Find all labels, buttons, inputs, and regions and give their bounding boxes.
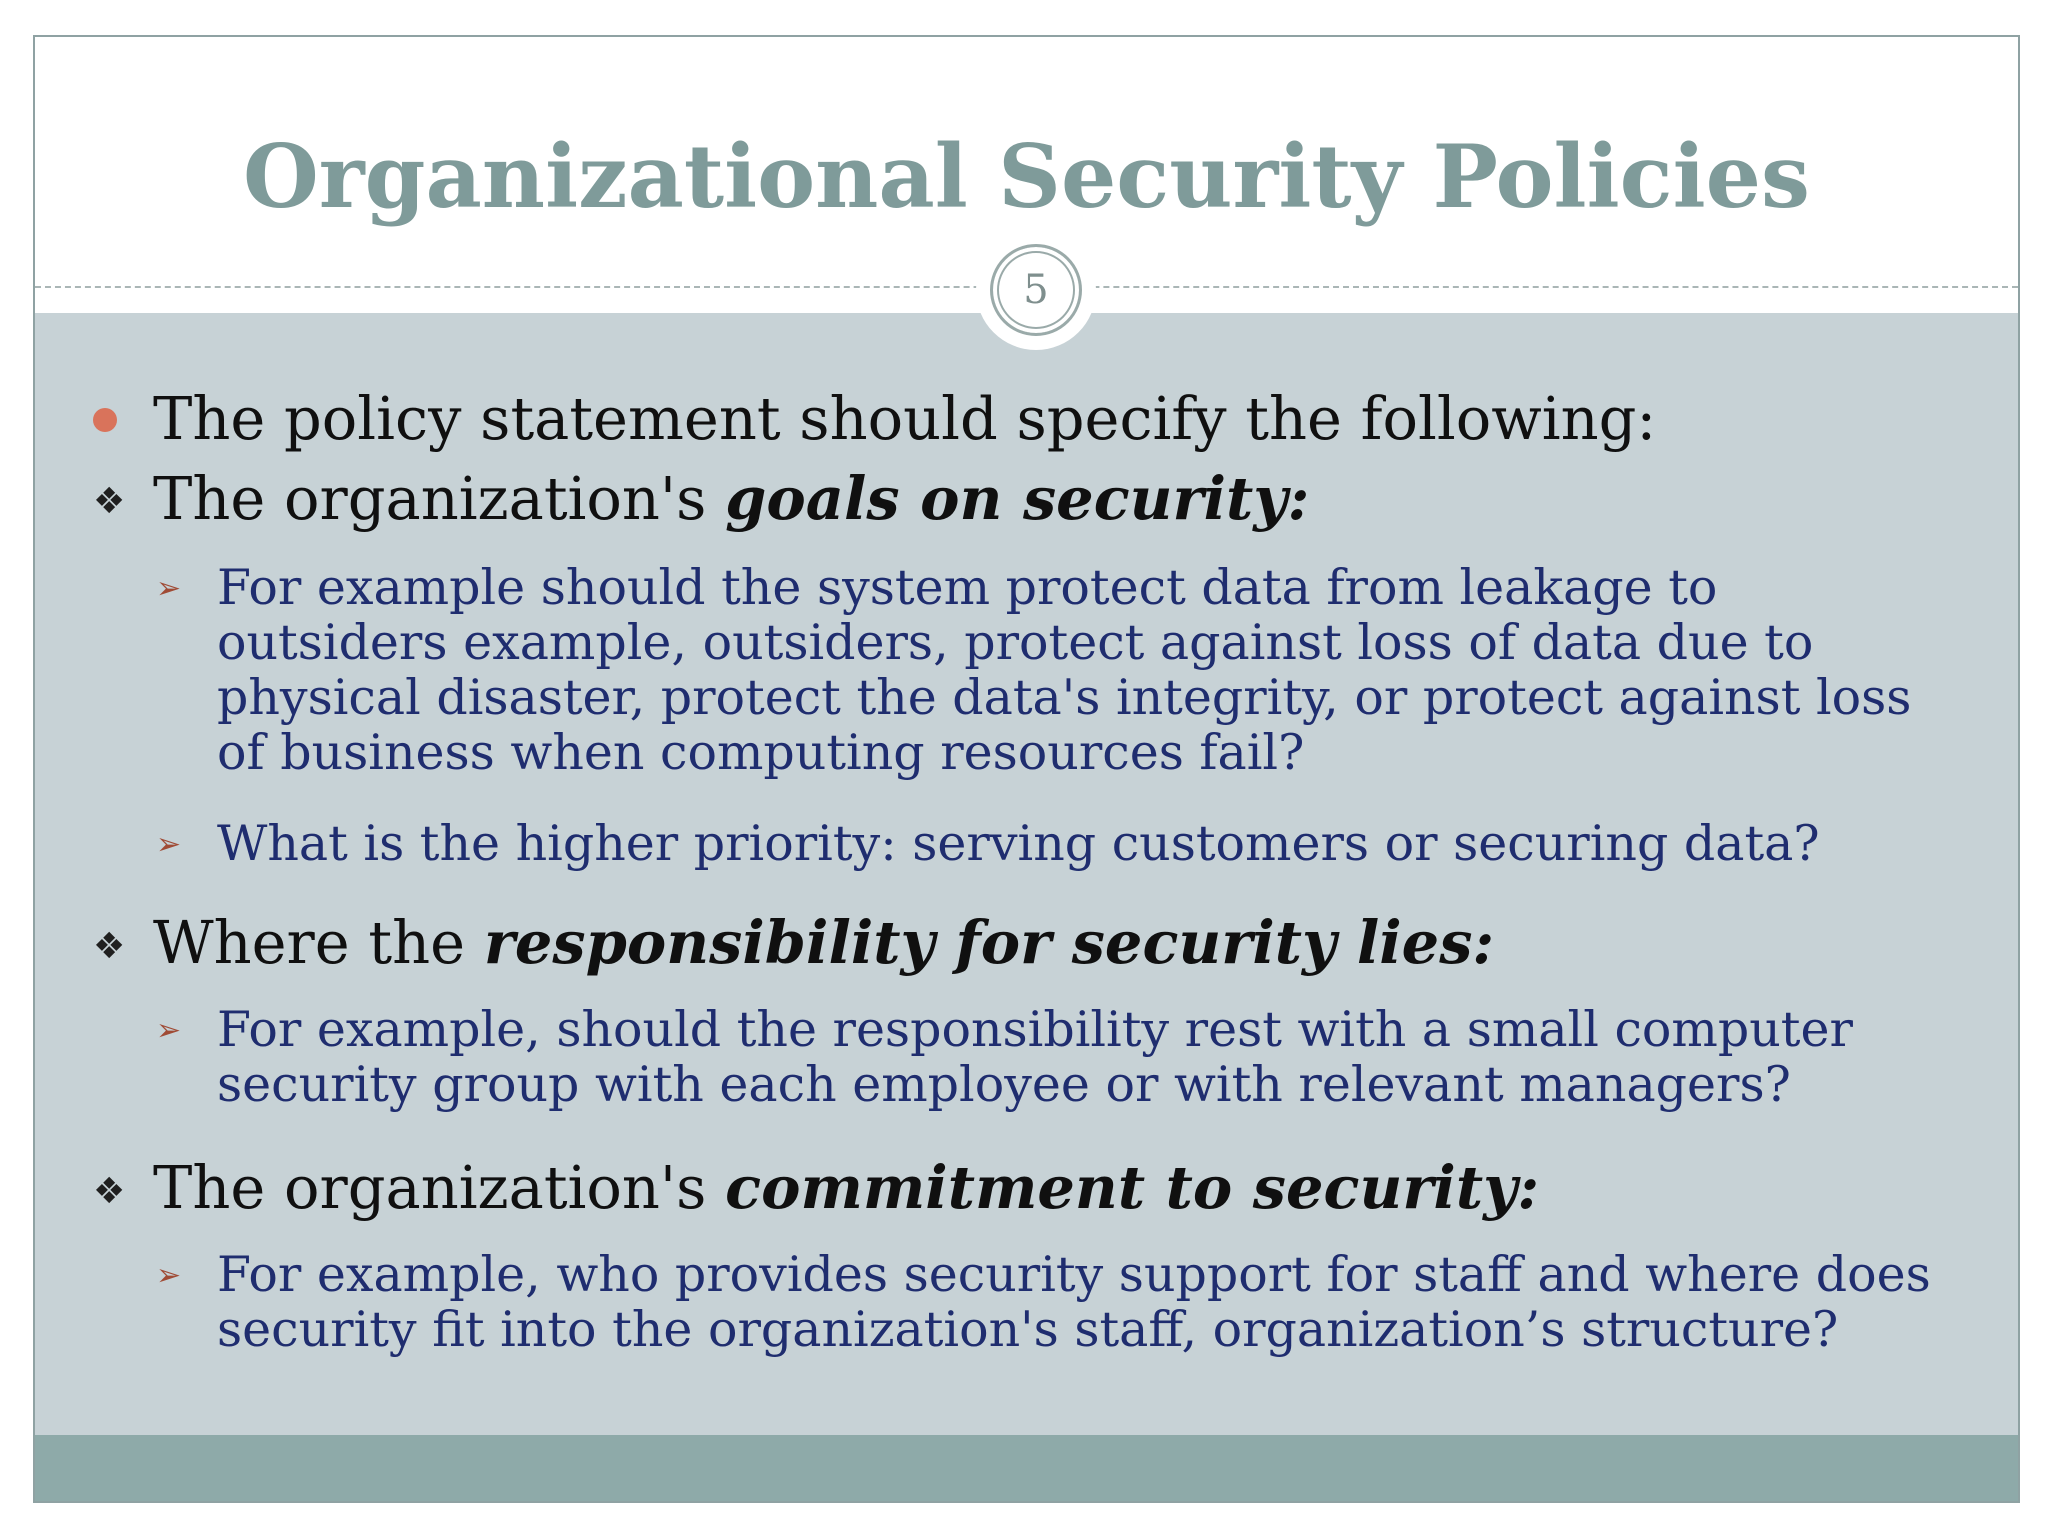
arrowhead-bullet-icon: ➢ — [156, 571, 182, 606]
arrowhead-bullet-icon: ➢ — [156, 1013, 182, 1048]
section-emphasis: commitment to security: — [725, 1153, 1540, 1222]
item-line: For example, who provides security support for staff and where does — [217, 1246, 1931, 1303]
diamond-bullet-icon: ❖ — [93, 1171, 126, 1212]
slide-title: Organizational Security Policies — [242, 125, 1811, 228]
section-emphasis: goals on security: — [725, 464, 1310, 533]
item-line: security fit into the organization's staff, organization’s structure? — [217, 1301, 1839, 1358]
item-line: What is the higher priority: serving customers or securing data? — [217, 815, 1820, 872]
list-item — [217, 560, 1987, 780]
slide — [33, 35, 2020, 1503]
section-lead: The organization's — [153, 464, 726, 533]
list-item — [217, 816, 1987, 871]
intro-text: The policy statement should specify the following: — [153, 384, 1657, 453]
content-area — [35, 313, 2018, 1469]
section-heading — [153, 1153, 1540, 1222]
item-line: security group with each employee or with relevant managers? — [217, 1056, 1791, 1113]
list-item — [217, 1002, 1987, 1112]
diamond-bullet-icon: ❖ — [93, 481, 126, 522]
slide-number: 5 — [990, 244, 1082, 336]
list-item — [217, 1247, 1987, 1357]
section-heading — [153, 908, 1495, 977]
footer-band — [35, 1435, 2018, 1503]
slide-number-badge — [976, 230, 1096, 350]
item-line: For example should the system protect data from leakage to — [217, 559, 1718, 616]
diamond-bullet-icon: ❖ — [93, 926, 126, 967]
section-lead: The organization's — [153, 1153, 726, 1222]
arrowhead-bullet-icon: ➢ — [156, 1258, 182, 1293]
arrowhead-bullet-icon: ➢ — [156, 827, 182, 862]
item-line: physical disaster, protect the data's integrity, or protect against loss — [217, 669, 1912, 726]
section-heading — [153, 464, 1310, 533]
item-line: of business when computing resources fail? — [217, 724, 1305, 781]
item-line: For example, should the responsibility rest with a small computer — [217, 1001, 1853, 1058]
section-emphasis: responsibility for security lies: — [483, 908, 1495, 977]
item-line: outsiders example, outsiders, protect against loss of data due to — [217, 614, 1814, 671]
intro-bullet-icon — [93, 408, 117, 432]
section-lead: Where the — [153, 908, 484, 977]
